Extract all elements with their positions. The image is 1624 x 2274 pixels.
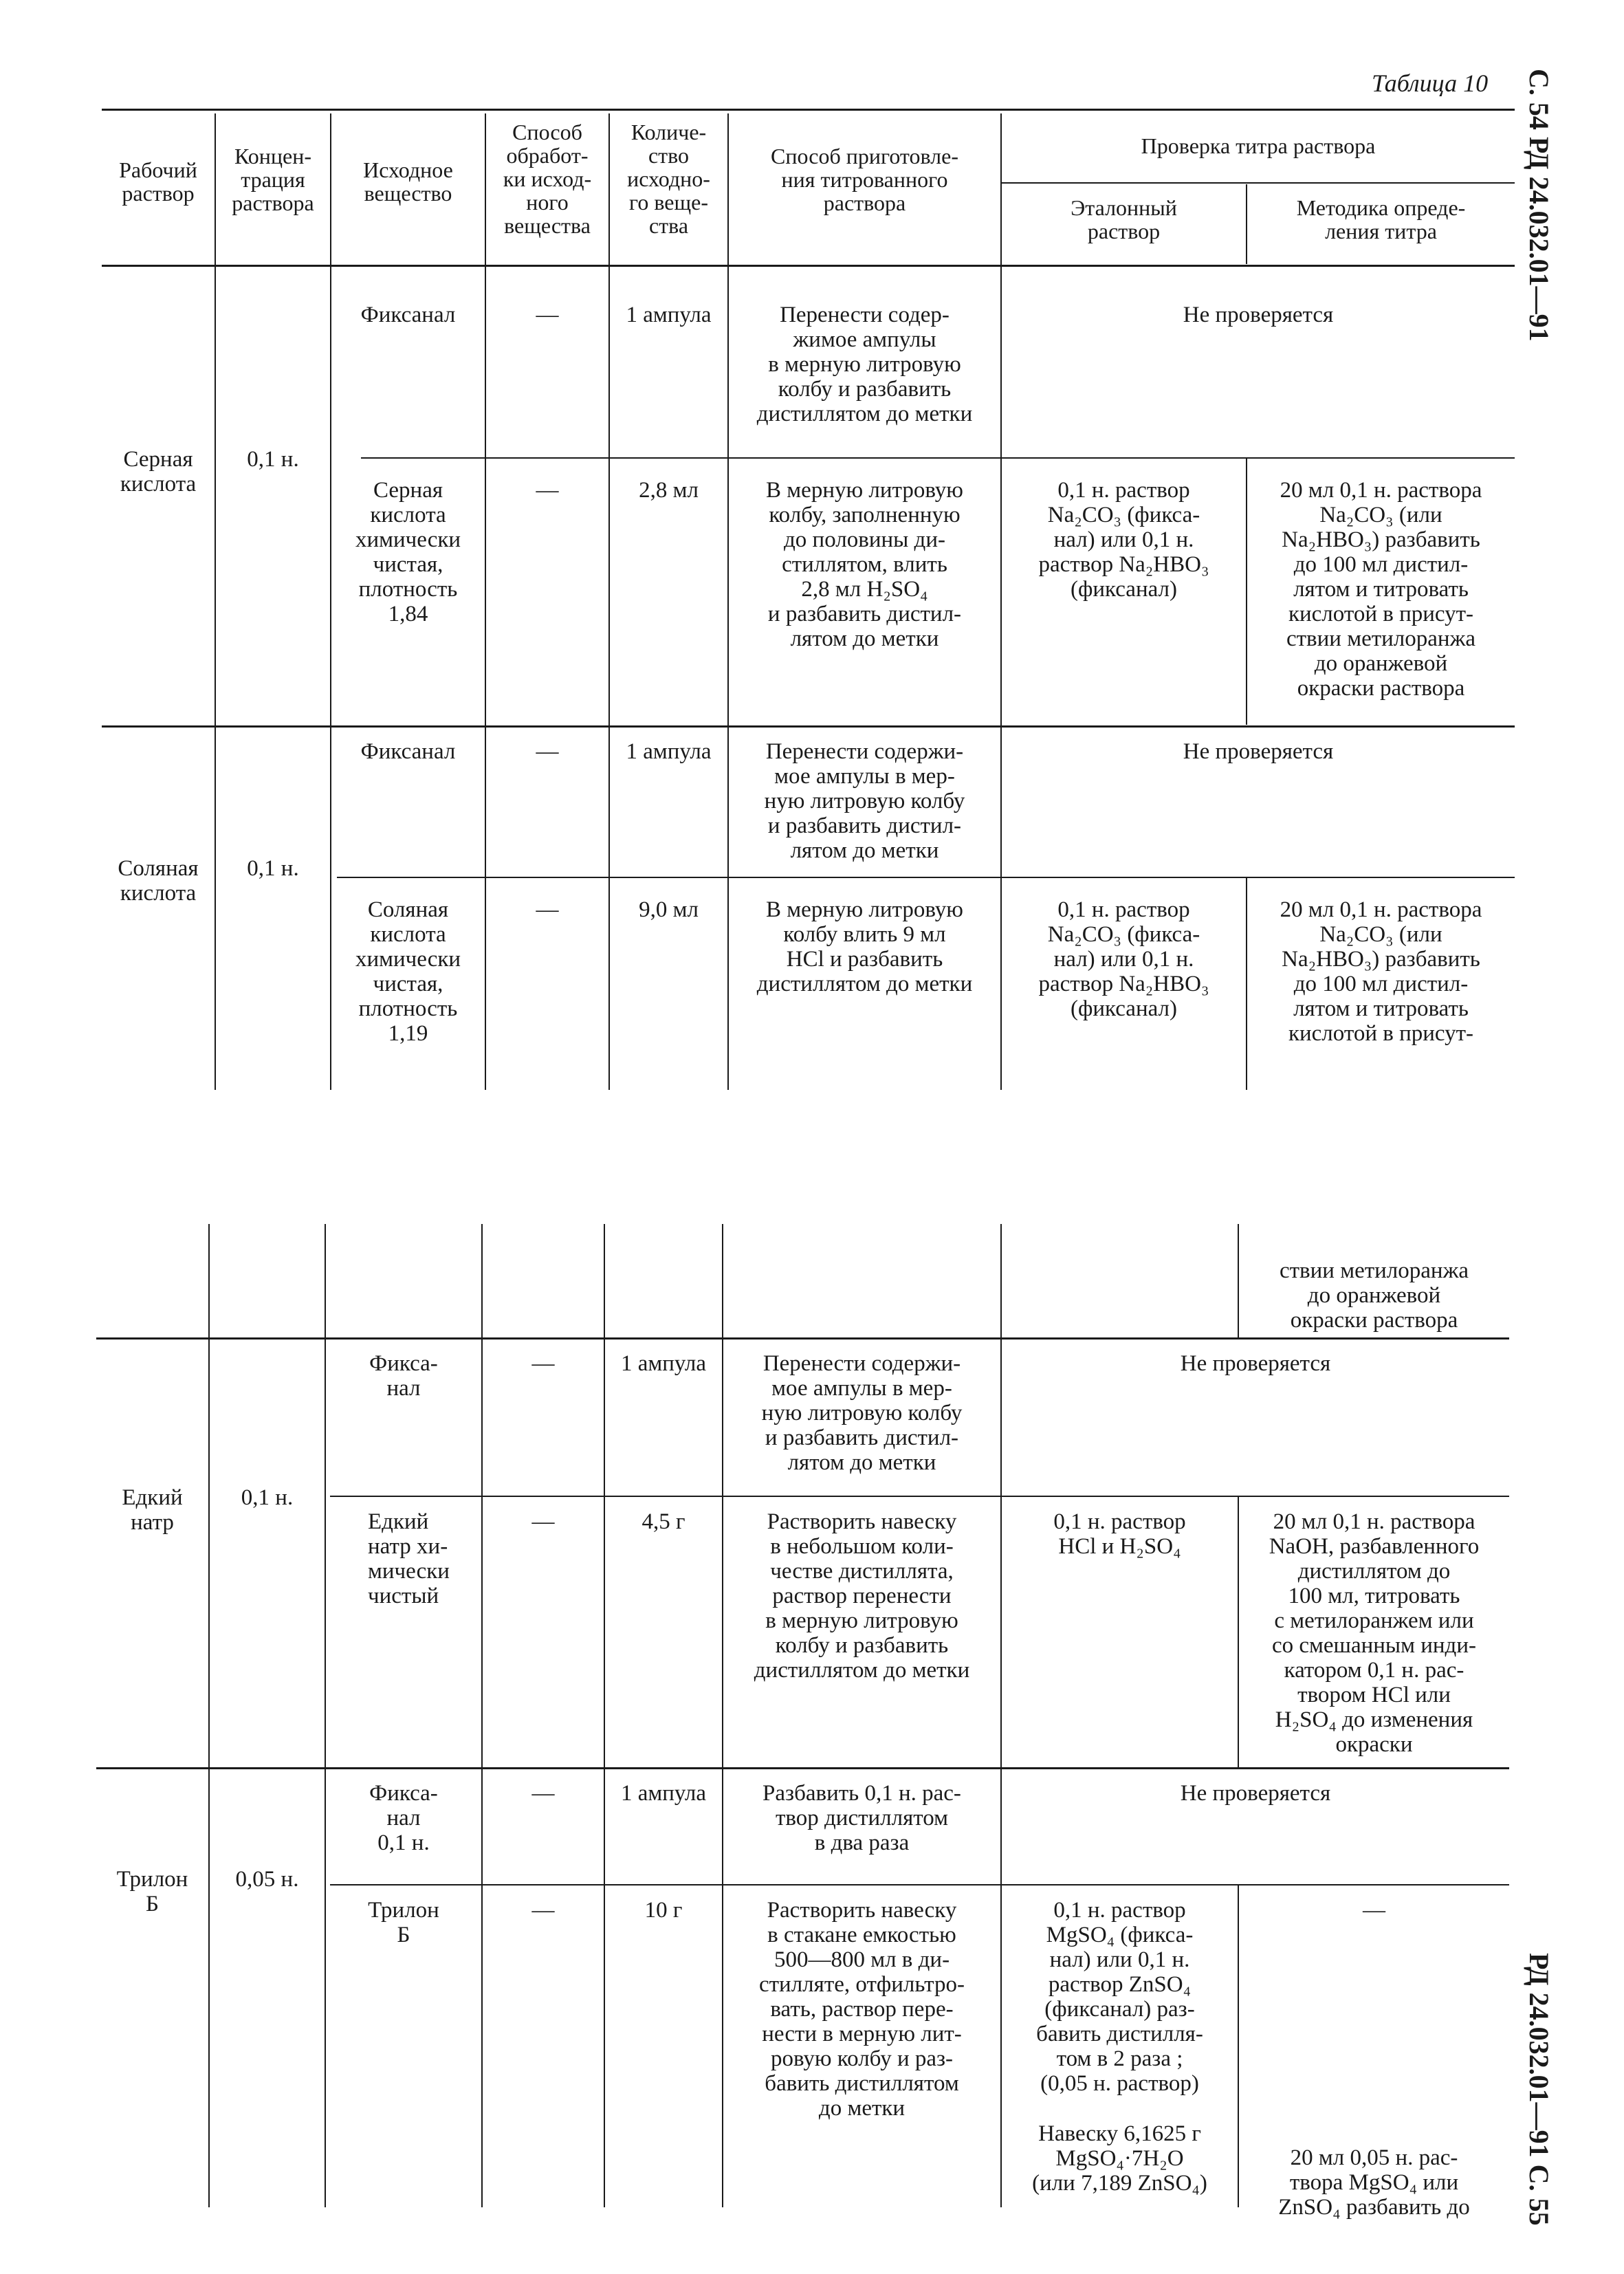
header-worker: Рабочий раствор [119, 157, 197, 206]
cell-worker: Соляная кислота [118, 856, 199, 906]
cell-treatment: — [536, 478, 559, 503]
cell-treatment: — [531, 1351, 555, 1376]
cell-treatment: — [531, 1898, 555, 1923]
cell-preparation: Перенести содер- жимое ампулы в мерную литровую колбу и разбавить дистиллятом до метки [756, 303, 973, 426]
cell-etalon: 0,1 н. раствор Na₂CO₃ (фикса- нал) или 0,1 н. раствор Na₂HBO₃ (фиксанал) [1038, 897, 1209, 1021]
cell-source: Соляная кислота химически чистая, плотность 1,19 [355, 897, 461, 1046]
cell-treatment: — [531, 1509, 555, 1534]
rule [102, 725, 1515, 728]
header-method: Методика опреде- ления титра [1296, 195, 1466, 243]
cell-source: Фиксанал [360, 303, 456, 327]
page-number-top: С. 54 РД 24.032.01—91 [1524, 69, 1555, 342]
rule [215, 113, 216, 1090]
cell-preparation: Перенести содержи- мое ампулы в мер- ную литровую колбу и разбавить дистил- лятом до метки [761, 1351, 963, 1475]
rule [102, 265, 1515, 267]
cell-source: Трилон Б [368, 1898, 439, 1947]
rule [361, 457, 1515, 459]
rule [330, 1884, 1509, 1885]
page-number-bottom: РД 24.032.01—91 С. 55 [1524, 1953, 1555, 2226]
cell-conc: 0,05 н. [235, 1867, 299, 1892]
cell-preparation: Разбавить 0,1 н. рас- твор дистиллятом в два раза [762, 1781, 961, 1855]
cell-etalon: 0,1 н. раствор Na₂CO₃ (фикса- нал) или 0,1 н. раствор Na₂HBO₃ (фиксанал) [1038, 478, 1209, 602]
cell-quantity: 2,8 мл [639, 478, 699, 503]
cell-source: Фикса- нал 0,1 н. [369, 1781, 438, 1855]
cell-preparation: В мерную литровую колбу влить 9 мл HCl и разбавить дистиллятом до метки [756, 897, 973, 996]
cell-preparation: Растворить навеску в небольшом коли- честве дистиллята, раствор перенести в мерную литровую колбу и разбавить дистиллятом до метки [754, 1509, 970, 1683]
cell-treatment: — [536, 303, 559, 327]
cell-source: Едкий натр хи- мически чистый [368, 1509, 450, 1608]
cell-quantity: 9,0 мл [639, 897, 699, 922]
cell-treatment: — [536, 897, 559, 922]
cell-etalon: Навеску 6,1625 г MgSO₄·7H₂O (или 7,189 ZnSO₄) [1032, 2121, 1207, 2196]
cell-not-checked: Не проверяется [1183, 739, 1334, 764]
header-etalon: Эталонный раствор [1071, 195, 1177, 243]
header-treatment: Способ обработ- ки исход- ного вещества [503, 120, 592, 238]
rule [96, 1767, 1509, 1769]
header-preparation: Способ приготовле- ния титрованного раствора [771, 144, 958, 215]
cell-quantity: 1 ампула [626, 303, 712, 327]
cell-conc: 0,1 н. [247, 856, 299, 881]
cell-quantity: 1 ампула [626, 739, 712, 764]
cell-method: 20 мл 0,1 н. раствора Na₂CO₃ (или Na₂HBO₃) разбавить до 100 мл дистил- лятом и титровать кислотой в присут- ствии метилоранжа до оранжевой окраски раствора [1280, 478, 1482, 701]
cell-worker: Трилон Б [116, 1867, 188, 1916]
header-titer-check: Проверка титра раствора [1141, 133, 1376, 158]
cell-not-checked: Не проверяется [1180, 1781, 1331, 1806]
rule [485, 113, 486, 1090]
cell-source: Фикса- нал [369, 1351, 438, 1401]
rule [102, 109, 1515, 111]
cell-quantity: 1 ампула [620, 1781, 707, 1806]
cell-etalon: 0,1 н. раствор MgSO₄ (фикса- нал) или 0,1 н. раствор ZnSO₄ (фиксанал) раз- бавить дистилля- том в 2 раза ; (0,05 н. раствор) [1036, 1898, 1203, 2096]
cell-preparation: Растворить навеску в стакане емкостью 500—800 мл в ди- стилляте, отфильтро- вать, раствор пере- нести в мерную лит- ровую колбу и раз- бавить дистиллятом до метки [758, 1898, 965, 2121]
cell-treatment: — [536, 739, 559, 764]
cell-preparation: В мерную литровую колбу, заполненную до половины ди- стиллятом, влить 2,8 мл H₂SO₄ и разбавить дистил- лятом до метки [766, 478, 963, 651]
rule [1000, 182, 1515, 184]
cell-method: — [1363, 1898, 1385, 1923]
rule [337, 877, 1515, 878]
cell-quantity: 4,5 г [641, 1509, 685, 1534]
table-caption: Таблица 10 [1372, 69, 1489, 97]
cell-not-checked: Не проверяется [1183, 303, 1334, 327]
cell-quantity: 1 ампула [620, 1351, 707, 1376]
cell-method: 20 мл 0,1 н. раствора Na₂CO₃ (или Na₂HBO₃) разбавить до 100 мл дистил- лятом и титровать кислотой в присут- [1280, 897, 1482, 1046]
cell-preparation: Перенести содержи- мое ампулы в мер- ную литровую колбу и разбавить дистил- лятом до метки [764, 739, 965, 863]
cell-treatment: — [531, 1781, 555, 1806]
header-conc: Концен- трация раствора [232, 144, 314, 215]
cell-etalon: 0,1 н. раствор HCl и H₂SO₄ [1053, 1509, 1186, 1559]
rule [330, 1496, 1509, 1497]
header-source: Исходное вещество [363, 157, 453, 206]
cell-worker: Едкий натр [122, 1485, 183, 1535]
cell-not-checked: Не проверяется [1180, 1351, 1331, 1376]
cell-quantity: 10 г [644, 1898, 683, 1923]
cell-method: ствии метилоранжа до оранжевой окраски раствора [1279, 1258, 1469, 1333]
cell-source: Серная кислота химически чистая, плотность 1,84 [355, 478, 461, 626]
cell-source: Фиксанал [360, 739, 456, 764]
cell-method: 20 мл 0,1 н. раствора NaOH, разбавленного дистиллятом до 100 мл, титровать с метилоранжем или со смешанным инди- катором 0,1 н. рас- твором HCl или H₂SO₄ до изменения окраски [1269, 1509, 1480, 1757]
cell-worker: Серная кислота [120, 447, 197, 496]
rule [96, 1337, 1509, 1340]
rule [608, 113, 610, 1090]
rule [208, 1224, 210, 2207]
cell-conc: 0,1 н. [241, 1485, 294, 1510]
cell-method: 20 мл 0,05 н. рас- твора MgSO₄ или ZnSO₄ разбавить до [1278, 2145, 1470, 2220]
cell-conc: 0,1 н. [247, 447, 299, 472]
header-quantity: Количе- ство исходно- го веще- ства [627, 120, 710, 238]
